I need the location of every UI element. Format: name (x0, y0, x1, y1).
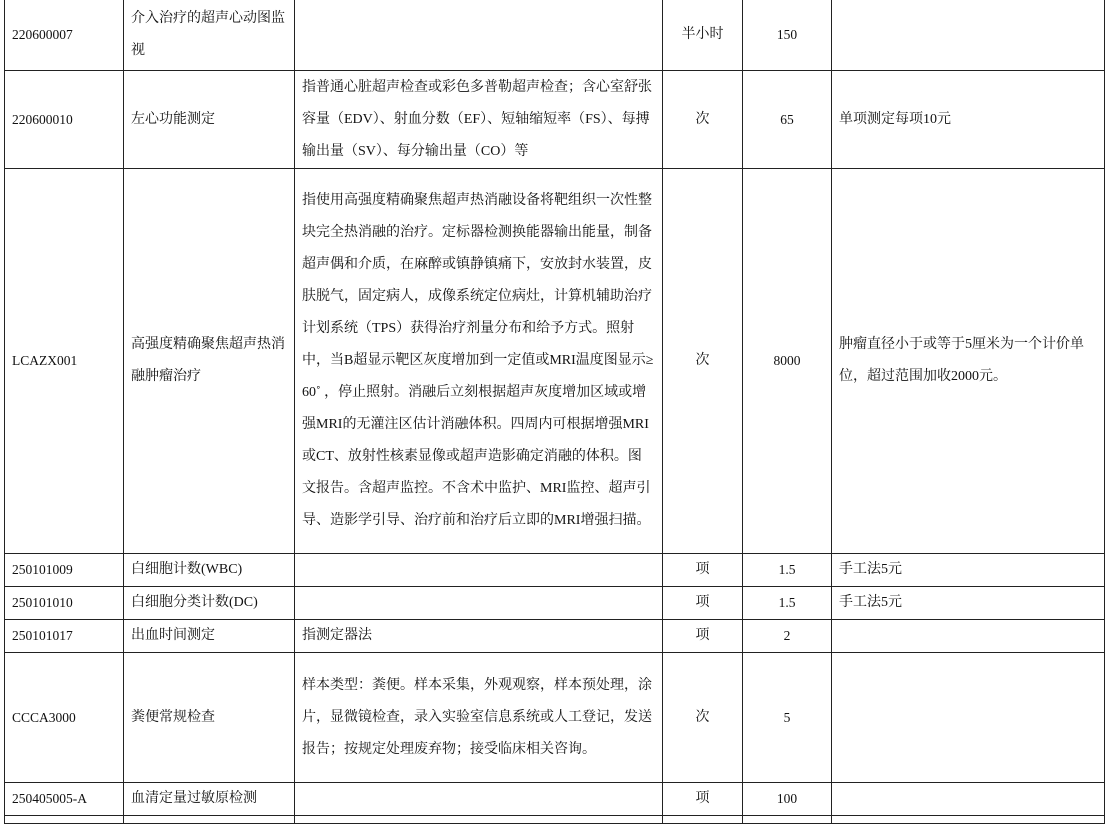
item-name: 粪便常规检查 (124, 653, 295, 783)
item-content (295, 783, 663, 816)
item-note (832, 653, 1105, 783)
price-table (4, 0, 1105, 824)
item-code: 220600007 (5, 0, 124, 71)
item-unit: 项 (663, 554, 743, 587)
item-unit: 次 (663, 653, 743, 783)
item-unit: 次 (663, 169, 743, 554)
item-code: LCAZX001 (5, 169, 124, 554)
item-name: 出血时间测定 (124, 620, 295, 653)
item-name: 左心功能测定 (124, 71, 295, 169)
item-unit: 项 (663, 620, 743, 653)
item-price: 150 (743, 0, 832, 71)
table-row (5, 653, 1105, 783)
item-name: 白细胞计数(WBC) (124, 554, 295, 587)
empty-cell (832, 816, 1105, 824)
item-price: 5 (743, 653, 832, 783)
item-unit: 半小时 (663, 0, 743, 71)
item-unit: 项 (663, 587, 743, 620)
item-name: 高强度精确聚焦超声热消融肿瘤治疗 (124, 169, 295, 554)
table-row (5, 71, 1105, 169)
empty-cell (743, 816, 832, 824)
table-row (5, 620, 1105, 653)
item-code: CCCA3000 (5, 653, 124, 783)
empty-cell (5, 816, 124, 824)
item-price: 100 (743, 783, 832, 816)
table-row (5, 783, 1105, 816)
empty-cell (295, 816, 663, 824)
table-row (5, 169, 1105, 554)
item-content (295, 0, 663, 71)
item-content (295, 587, 663, 620)
item-price: 1.5 (743, 587, 832, 620)
table-row (5, 816, 1105, 824)
item-name: 介入治疗的超声心动图监视 (124, 0, 295, 71)
item-note (832, 0, 1105, 71)
item-price: 2 (743, 620, 832, 653)
item-note: 手工法5元 (832, 587, 1105, 620)
item-code: 250101010 (5, 587, 124, 620)
item-note: 单项测定每项10元 (832, 71, 1105, 169)
item-name: 血清定量过敏原检测 (124, 783, 295, 816)
item-content: 指普通心脏超声检查或彩色多普勒超声检查；含心室舒张容量（EDV）、射血分数（EF）、短轴缩短率（FS）、每搏输出量（SV）、每分输出量（CO）等 (295, 71, 663, 169)
item-content: 指测定器法 (295, 620, 663, 653)
item-content (295, 554, 663, 587)
table-row (5, 0, 1105, 71)
item-unit: 项 (663, 783, 743, 816)
empty-cell (124, 816, 295, 824)
item-price: 65 (743, 71, 832, 169)
item-code: 220600010 (5, 71, 124, 169)
item-code: 250101017 (5, 620, 124, 653)
item-note (832, 620, 1105, 653)
table-row (5, 587, 1105, 620)
item-content: 指使用高强度精确聚焦超声热消融设备将靶组织一次性整块完全热消融的治疗。定标器检测换能器输出能量，制备超声偶和介质，在麻醉或镇静镇痛下，安放封水装置，皮肤脱气，固定病人，成像系统定位病灶，计算机辅助治疗计划系统（TPS）获得治疗剂量分布和给予方式。照射中，当B超显示靶区灰度增加到一定值或MRI温度图显示≥60˚ ，停止照射。消融后立刻根据超声灰度增加区域或增强MRI的无灌注区估计消融体积。四周内可根据增强MRI或CT、放射性核素显像或超声造影确定消融的体积。图文报告。含超声监控。不含术中监护、MRI监控、超声引导、造影学引导、治疗前和治疗后立即的MRI增强扫描。 (295, 169, 663, 554)
item-unit: 次 (663, 71, 743, 169)
item-name: 白细胞分类计数(DC) (124, 587, 295, 620)
item-code: 250405005-A (5, 783, 124, 816)
item-content: 样本类型：粪便。样本采集，外观观察，样本预处理，涂片，显微镜检查，录入实验室信息系统或人工登记，发送报告；按规定处理废弃物；接受临床相关咨询。 (295, 653, 663, 783)
item-note: 肿瘤直径小于或等于5厘米为一个计价单位，超过范围加收2000元。 (832, 169, 1105, 554)
item-price: 1.5 (743, 554, 832, 587)
item-price: 8000 (743, 169, 832, 554)
table-row (5, 554, 1105, 587)
item-note (832, 783, 1105, 816)
item-code: 250101009 (5, 554, 124, 587)
item-note: 手工法5元 (832, 554, 1105, 587)
empty-cell (663, 816, 743, 824)
